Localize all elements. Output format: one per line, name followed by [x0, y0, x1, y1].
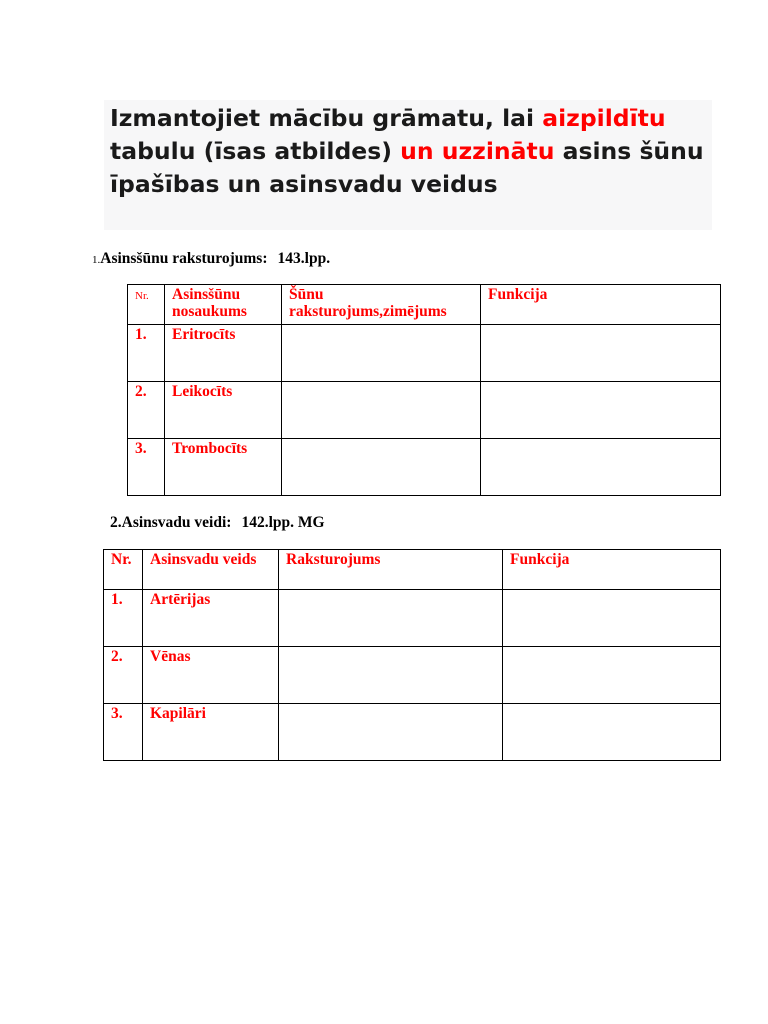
section1-title-text: Asinsšūnu raksturojums: [100, 250, 268, 267]
row-nr: 3. [104, 704, 143, 761]
table-row [104, 647, 721, 704]
section1-page: 143.lpp. [277, 250, 331, 267]
row-func-cell[interactable] [503, 704, 721, 761]
table-header-row [128, 285, 721, 325]
row-nr: 3. [128, 439, 165, 496]
table-row [128, 439, 721, 496]
blood-cells-table [127, 284, 721, 496]
row-name: Trombocīts [165, 439, 282, 496]
row-func-cell[interactable] [503, 647, 721, 704]
row-func-cell[interactable] [503, 590, 721, 647]
header-cell-name: Asinsšūnu nosaukums [165, 285, 282, 325]
row-func-cell[interactable] [481, 325, 721, 382]
row-name: Kapilāri [143, 704, 279, 761]
section2-title [110, 514, 325, 532]
row-desc-cell[interactable] [279, 647, 503, 704]
instruction-heading [104, 100, 712, 230]
row-desc-cell[interactable] [282, 382, 481, 439]
row-name: Vēnas [143, 647, 279, 704]
table-row [128, 325, 721, 382]
heading-highlight-fill: aizpildītu [542, 104, 666, 132]
row-desc-cell[interactable] [282, 439, 481, 496]
row-desc-cell[interactable] [279, 704, 503, 761]
header-characteristics: Raksturojums [279, 550, 503, 590]
table-row [104, 704, 721, 761]
row-desc-cell[interactable] [279, 590, 503, 647]
header-nr: Nr. [104, 550, 143, 590]
header-cell-desc: Šūnu raksturojums,zimējums [282, 285, 481, 325]
row-nr: 1. [104, 590, 143, 647]
header-function: Funkcija [503, 550, 721, 590]
blood-vessels-table [103, 549, 721, 761]
heading-text-3: asins šūnu īpašības un asinsvadu veidus [110, 137, 704, 198]
header-nr: Nr. [128, 285, 165, 325]
heading-highlight-learn: un uzzinātu [400, 137, 555, 165]
table-row [128, 382, 721, 439]
heading-text-2: tabulu (īsas atbildes) [110, 137, 401, 165]
row-func-cell[interactable] [481, 382, 721, 439]
row-name: Eritrocīts [165, 325, 282, 382]
heading-text-1: Izmantojiet mācību grāmatu, lai [110, 104, 543, 132]
header-function: Funkcija [481, 285, 721, 325]
row-func-cell[interactable] [481, 439, 721, 496]
section2-page: 142.lpp. MG [241, 514, 325, 531]
header-vessel-type: Asinsvadu veids [143, 550, 279, 590]
section1-title [92, 250, 330, 269]
row-name: Leikocīts [165, 382, 282, 439]
row-nr: 1. [128, 325, 165, 382]
row-desc-cell[interactable] [282, 325, 481, 382]
row-nr: 2. [104, 647, 143, 704]
row-name: Artērijas [143, 590, 279, 647]
section1-number: 1. [92, 254, 101, 266]
table-row [104, 590, 721, 647]
row-nr: 2. [128, 382, 165, 439]
section2-title-text: 2.Asinsvadu veidi: [110, 514, 232, 531]
table-header-row [104, 550, 721, 590]
